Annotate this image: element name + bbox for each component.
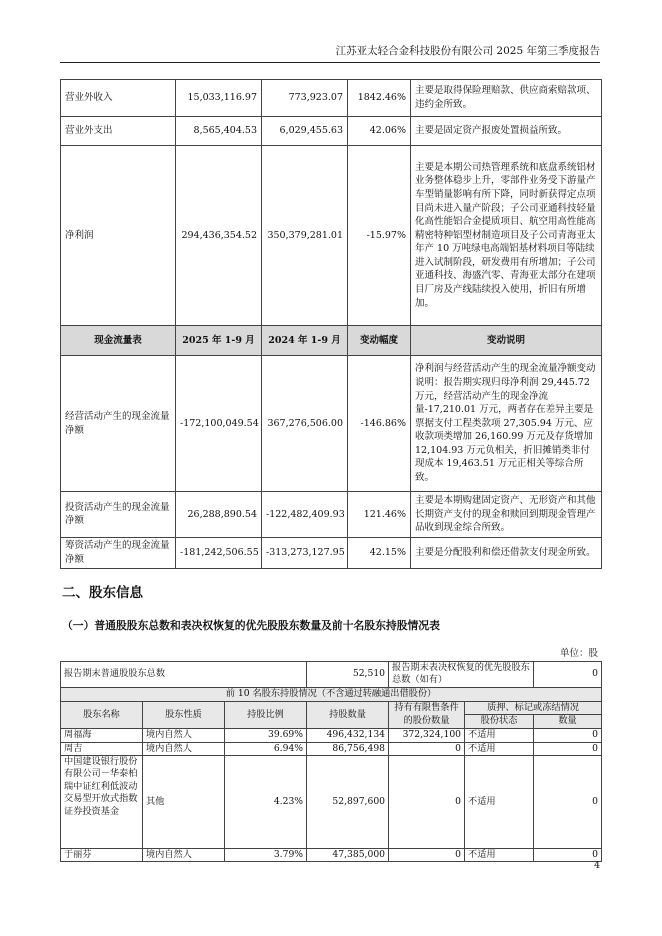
change-reason: 主要是取得保险理赔款、供应商索赔款项、违约金所致。 [411,80,602,117]
change-reason: 主要是本期公司热管理系统和底盘系统铝材业务整体稳步上升，零部件业务受下游量产车型销量影响有所下降，同时新获得定点项目尚未进入量产阶段；子公司亚通科技轻量化高性能铝合金提质项目、航空用高性能高精密特种铝型材制造项目及子公司青海亚太年产 10 万吨绿电高端铝基材料项目等陆续进入试制阶段，研发费用有所增加；子公司亚通科技、海盛汽零、青海亚太部分在建项目厂房及产线陆续投入使用，折旧有所增加。 [411,146,602,326]
top10-title-row [61,687,602,701]
subsection-title: （一）普通股股东总数和表决权恢复的优先股股东数量及前十名股东持股情况表 [62,619,440,632]
total-value: 52,510 [307,662,389,688]
item-cell: 营业外收入 [61,80,176,117]
section-title: 二、股东信息 [62,585,143,601]
table-row [61,728,602,742]
holder-nature: 其他 [143,756,225,849]
holder-nature: 境内自然人 [143,849,225,862]
holder-status: 不适用 [465,728,534,742]
item-cell: 筹资活动产生的现金流量净额 [61,537,176,568]
holder-name: 中国建设银行股份有限公司－华泰柏瑞中证红利低波动交易型开放式指数证券投资基金 [61,756,143,849]
holder-status: 不适用 [465,849,534,862]
table-row [61,80,602,117]
previous-value: 367,276,506.00 [262,356,348,492]
holder-restricted: 372,324,100 [389,728,465,742]
table-row [61,742,602,755]
previous-value: -313,273,127.95 [262,537,348,568]
change-reason: 主要是固定资产报废处置损益所致。 [411,117,602,146]
change-reason: 净利润与经营活动产生的现金流量净额变动说明：报告期实现归母净利润 29,445.72 万元，经营活动产生的现金净流量-17,210.01 万元，两者存在差异主要是票据支付工程类款项 27,305.94 万元、应收款项类增加 26,160.99 万元及存货增加 12,104.93 万元负相关，折旧摊销类非付现成本 19,463.51 万元正相关等综合所致。 [411,356,602,492]
page-number: 4 [593,860,600,871]
holder-shares: 86,756,498 [307,742,389,755]
col-nature: 股东性质 [143,701,225,728]
item-cell: 净利润 [61,146,176,326]
col-ratio: 持股比例 [225,701,307,728]
holder-restricted: 0 [389,756,465,849]
current-value: 26,288,890.54 [176,492,262,538]
holder-qty: 0 [534,756,602,849]
header-divider [60,62,600,63]
table-row [61,849,602,862]
table-row [61,356,602,492]
item-cell: 经营活动产生的现金流量净额 [61,356,176,492]
cashflow-header-row [61,326,602,356]
current-value: -172,100,049.54 [176,356,262,492]
col-pledge-status: 股份状态 [465,715,534,728]
holder-nature: 境内自然人 [143,742,225,755]
previous-value: -122,482,409.93 [262,492,348,538]
previous-value: 773,923.07 [262,80,348,117]
change-rate: 42.06% [348,117,411,146]
current-value: -181,242,506.55 [176,537,262,568]
header-change: 变动幅度 [348,326,411,356]
table-row [61,146,602,326]
unit-label: 单位：股 [559,648,598,659]
change-rate: 1842.46% [348,80,411,117]
holder-status: 不适用 [465,742,534,755]
item-cell: 营业外支出 [61,117,176,146]
header-item: 现金流量表 [61,326,176,356]
current-value: 8,565,404.53 [176,117,262,146]
financial-changes-table [60,79,602,569]
holder-shares: 52,897,600 [307,756,389,849]
col-pledge-qty: 数量 [534,715,602,728]
holder-shares: 47,385,000 [307,849,389,862]
previous-value: 6,029,455.63 [262,117,348,146]
change-rate: 121.46% [348,492,411,538]
total-shareholders-row [61,662,602,688]
col-name: 股东名称 [61,701,143,728]
change-reason: 主要是分配股利和偿还借款支付现金所致。 [411,537,602,568]
holder-ratio: 39.69% [225,728,307,742]
holder-ratio: 6.94% [225,742,307,755]
holder-name: 周吉 [61,742,143,755]
column-header-row [61,701,602,714]
holder-ratio: 3.79% [225,849,307,862]
holder-nature: 境内自然人 [143,728,225,742]
current-value: 15,033,116.97 [176,80,262,117]
preferred-value: 0 [534,662,602,688]
page-header: 江苏亚太轻合金科技股份有限公司 2025 年第三季度报告 [335,45,600,57]
holder-qty: 0 [534,742,602,755]
holder-restricted: 0 [389,742,465,755]
previous-value: 350,379,281.01 [262,146,348,326]
change-rate: 42.15% [348,537,411,568]
col-pledge-group: 质押、标记或冻结情况 [465,701,602,714]
holder-ratio: 4.23% [225,756,307,849]
holder-status: 不适用 [465,756,534,849]
item-cell: 投资活动产生的现金流量净额 [61,492,176,538]
col-shares: 持股数量 [307,701,389,728]
shareholders-table [60,661,602,862]
holder-restricted: 0 [389,849,465,862]
header-current: 2025 年 1-9 月 [176,326,262,356]
current-value: 294,436,354.52 [176,146,262,326]
table-row [61,537,602,568]
change-reason: 主要是本期购建固定资产、无形资产和其他长期资产支付的现金和赎回到期现金管理产品收到现金综合所致。 [411,492,602,538]
col-restricted: 持有有限售条件的股份数量 [389,701,465,728]
holder-shares: 496,432,134 [307,728,389,742]
header-reason: 变动说明 [411,326,602,356]
table-row [61,492,602,538]
top10-title: 前 10 名股东持股情况（不含通过转融通出借股份） [61,687,602,701]
table-row [61,117,602,146]
change-rate: -146.86% [348,356,411,492]
table-row [61,756,602,849]
holder-qty: 0 [534,849,602,862]
holder-qty: 0 [534,728,602,742]
total-label: 报告期末普通股股东总数 [61,662,307,688]
header-previous: 2024 年 1-9 月 [262,326,348,356]
preferred-label: 报告期末表决权恢复的优先股股东总数（如有） [389,662,534,688]
change-rate: -15.97% [348,146,411,326]
holder-name: 周福海 [61,728,143,742]
holder-name: 于丽芬 [61,849,143,862]
